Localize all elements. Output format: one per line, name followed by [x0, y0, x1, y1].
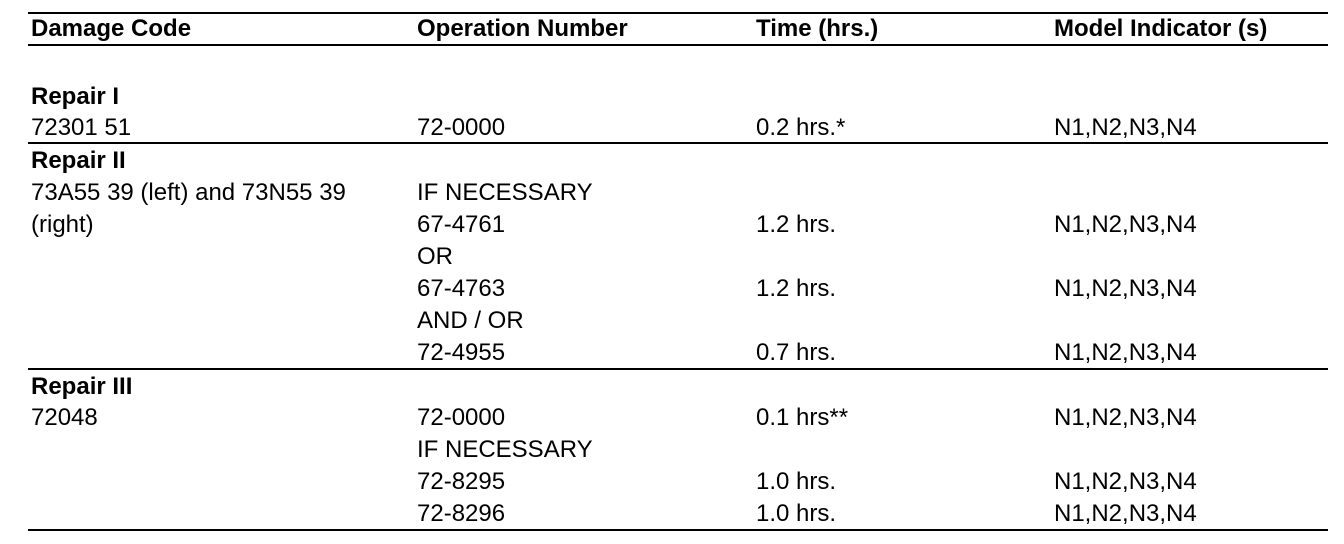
table-row: [0, 402, 1344, 434]
model-indicator-cell: N1,N2,N3,N4: [1054, 468, 1197, 495]
operation-number-cell: 72-0000: [417, 404, 506, 431]
operation-number-cell: OR: [417, 243, 453, 270]
section-title: Repair II: [31, 147, 126, 174]
model-indicator-cell: N1,N2,N3,N4: [1054, 500, 1197, 527]
header-operation-number: Operation Number: [417, 15, 628, 42]
operation-number-cell: 72-0000: [417, 114, 506, 141]
operation-number-cell: IF NECESSARY: [417, 179, 593, 206]
time-cell: 1.2 hrs.: [756, 275, 837, 302]
time-cell: 0.2 hrs.*: [756, 114, 846, 141]
operation-number-cell: AND / OR: [417, 307, 524, 334]
table-row: [0, 209, 1344, 241]
section-title-repair-1: [0, 81, 1344, 113]
section-title: Repair I: [31, 83, 120, 110]
operation-number-cell: 72-8295: [417, 468, 506, 495]
header-damage-code: Damage Code: [31, 15, 192, 42]
section-title-repair-2: [0, 145, 1344, 177]
section-title: Repair III: [31, 373, 133, 400]
damage-code-cell: (right): [31, 211, 94, 238]
table-row: [0, 177, 1344, 209]
table-row: [0, 273, 1344, 305]
header-model-indicator: Model Indicator (s): [1054, 15, 1268, 42]
table-row: [0, 305, 1344, 337]
model-indicator-cell: N1,N2,N3,N4: [1054, 114, 1197, 141]
time-cell: 0.1 hrs**: [756, 404, 849, 431]
operation-number-cell: 67-4763: [417, 275, 506, 302]
time-cell: 1.0 hrs.: [756, 500, 837, 527]
table-row: [0, 498, 1344, 530]
model-indicator-cell: N1,N2,N3,N4: [1054, 339, 1197, 366]
table-row: [0, 337, 1344, 369]
table-header-row: [0, 13, 1344, 45]
damage-code-cell: 73A55 39 (left) and 73N55 39: [31, 179, 346, 206]
operation-number-cell: IF NECESSARY: [417, 436, 593, 463]
model-indicator-cell: N1,N2,N3,N4: [1054, 404, 1197, 431]
time-cell: 1.2 hrs.: [756, 211, 837, 238]
time-cell: 0.7 hrs.: [756, 339, 837, 366]
damage-code-cell: 72301 51: [31, 114, 132, 141]
model-indicator-cell: N1,N2,N3,N4: [1054, 211, 1197, 238]
operation-number-cell: 72-4955: [417, 339, 506, 366]
time-cell: 1.0 hrs.: [756, 468, 837, 495]
table-row: [0, 434, 1344, 466]
header-time: Time (hrs.): [756, 15, 879, 42]
table-row: [0, 112, 1344, 144]
operation-number-cell: 72-8296: [417, 500, 506, 527]
section-title-repair-3: [0, 371, 1344, 403]
damage-code-cell: 72048: [31, 404, 98, 431]
operation-number-cell: 67-4761: [417, 211, 506, 238]
table-row: [0, 241, 1344, 273]
table-row: [0, 466, 1344, 498]
model-indicator-cell: N1,N2,N3,N4: [1054, 275, 1197, 302]
